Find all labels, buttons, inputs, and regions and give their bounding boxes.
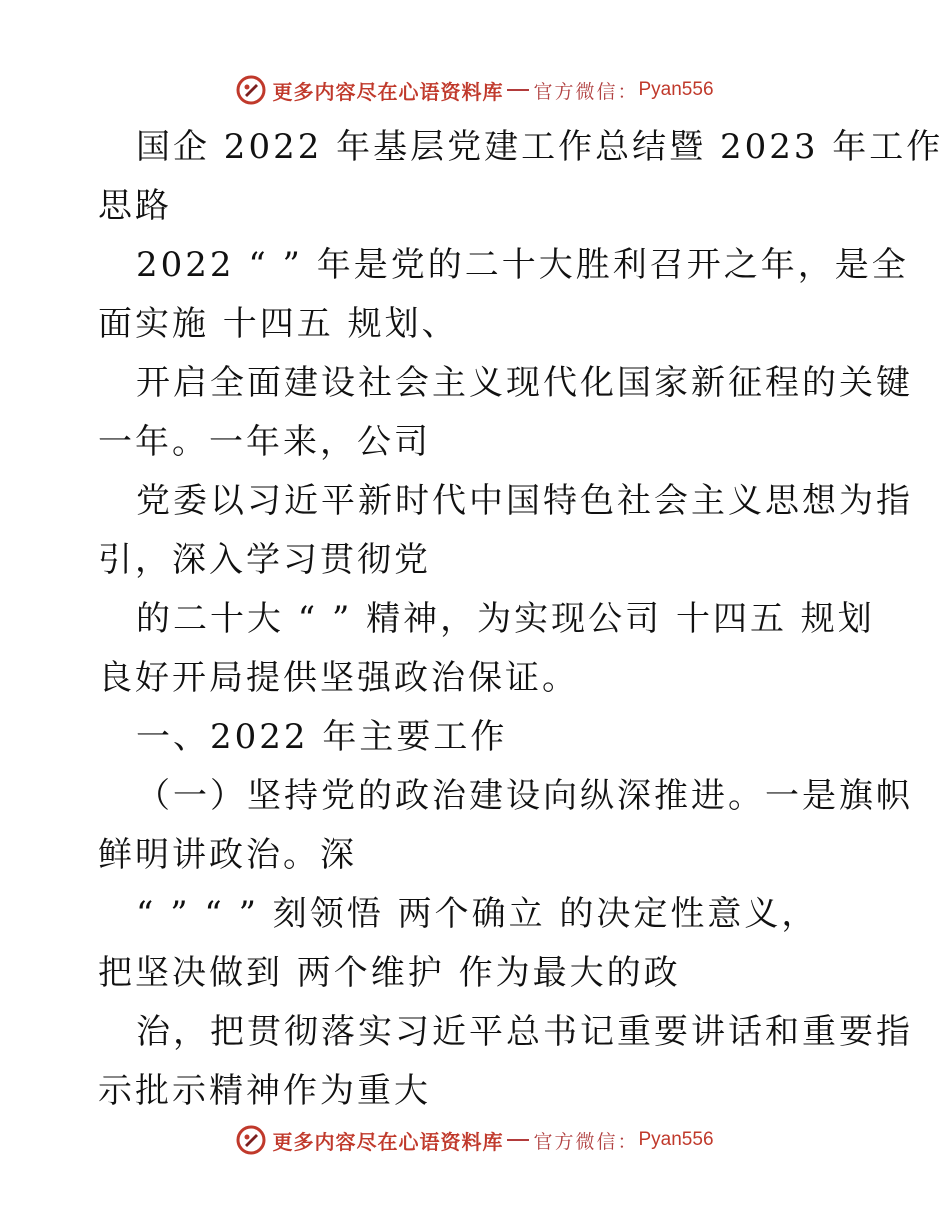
footer-wechat-label: 官方微信：: [533, 1130, 639, 1153]
document-body: [98, 118, 944, 1121]
paragraph-line: 面实施 十四五 规划、: [98, 304, 459, 344]
paragraph-line: 鲜明讲政治。深: [98, 835, 357, 875]
paragraph-line: 党委以习近平新时代中国特色社会主义思想为指: [136, 481, 913, 521]
header-brand-text: 更多内容尽在心语资料库: [272, 79, 504, 104]
brand-logo-icon: [236, 75, 266, 105]
header-wechat-label: 官方微信：: [533, 80, 639, 103]
footer-wechat-id: Pyan556: [638, 1129, 714, 1150]
header-banner: [0, 70, 950, 110]
paragraph-line: 2022 “ ” 年是党的二十大胜利召开之年，是全: [136, 245, 909, 285]
paragraph-line: 一年。一年来，公司: [98, 422, 431, 462]
brand-logo-icon: [236, 1125, 266, 1155]
section-heading: 一、2022 年主要工作: [136, 717, 508, 757]
paragraph-line: 的二十大 “ ” 精神，为实现公司 十四五 规划: [136, 599, 875, 639]
header-dash: [507, 89, 529, 91]
paragraph-line: 治，把贯彻落实习近平总书记重要讲话和重要指: [136, 1012, 913, 1052]
document-title-line-2: 思路: [98, 186, 172, 226]
document-title-line-1: 国企 2022 年基层党建工作总结暨 2023 年工作: [136, 127, 944, 167]
paragraph-line: “ ” “ ” 刻领悟 两个确立 的决定性意义，: [136, 894, 819, 934]
paragraph-line: 示批示精神作为重大: [98, 1071, 431, 1111]
paragraph-line: （一）坚持党的政治建设向纵深推进。一是旗帜: [136, 776, 913, 816]
paragraph-line: 良好开局提供坚强政治保证。: [98, 658, 579, 698]
footer-brand-text: 更多内容尽在心语资料库: [272, 1129, 504, 1154]
footer-banner: [0, 1120, 950, 1160]
paragraph-line: 引，深入学习贯彻党: [98, 540, 431, 580]
paragraph-line: 把坚决做到 两个维护 作为最大的政: [98, 953, 681, 993]
paragraph-line: 开启全面建设社会主义现代化国家新征程的关键: [136, 363, 913, 403]
header-wechat-id: Pyan556: [638, 79, 714, 100]
footer-dash: [507, 1139, 529, 1141]
